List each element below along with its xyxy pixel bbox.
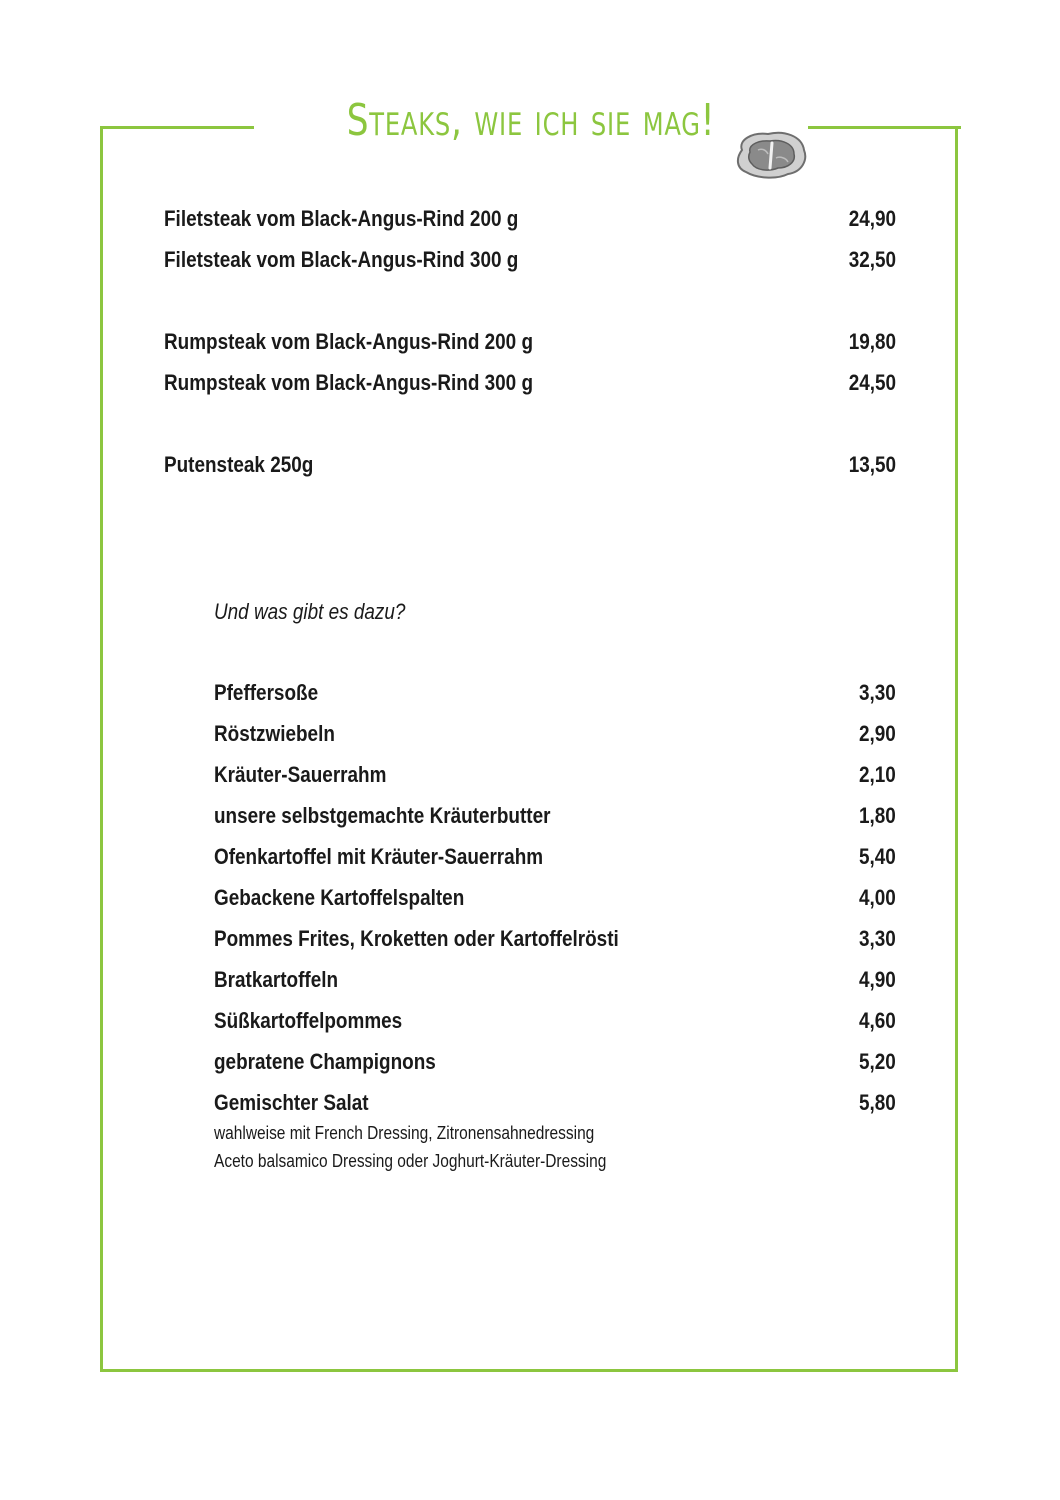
menu-item-filetsteak-200: [164, 203, 896, 235]
menu-item-price: 19,80: [848, 329, 896, 354]
salad-dressing-note: wahlweise mit French Dressing, Zitronensahnedressing: [214, 1123, 595, 1143]
side-item-name: Süßkartoffelpommes: [214, 1008, 403, 1033]
side-item-name: unsere selbstgemachte Kräuterbutter: [214, 803, 551, 828]
sides-heading: Und was gibt es dazu?: [214, 599, 406, 624]
side-item-price: 1,80: [859, 803, 896, 828]
side-item-price: 5,80: [859, 1090, 896, 1115]
side-item-name: Kräuter-Sauerrahm: [214, 762, 387, 787]
side-item-name: Röstzwiebeln: [214, 721, 335, 746]
salad-dressing-note: Aceto balsamico Dressing oder Joghurt-Kräuter-Dressing: [214, 1151, 607, 1171]
side-item: [214, 1046, 896, 1078]
side-item: [214, 841, 896, 873]
side-item: [214, 1005, 896, 1037]
side-item-price: 4,00: [859, 885, 896, 910]
side-item-price: 3,30: [859, 926, 896, 951]
side-item-price: 4,60: [859, 1008, 896, 1033]
side-item-name: Bratkartoffeln: [214, 967, 339, 992]
menu-item-name: Rumpsteak vom Black-Angus-Rind 300 g: [164, 370, 534, 395]
side-item-name: gebratene Champignons: [214, 1049, 436, 1074]
side-item-name: Ofenkartoffel mit Kräuter-Sauerrahm: [214, 844, 544, 869]
menu-item-price: 13,50: [848, 452, 896, 477]
side-item-name: Pfeffersoße: [214, 680, 319, 705]
side-item-price: 5,20: [859, 1049, 896, 1074]
side-item-name: Gebackene Kartoffelspalten: [214, 885, 465, 910]
side-item: [214, 882, 896, 914]
menu-item-price: 24,90: [848, 206, 896, 231]
side-item-price: 4,90: [859, 967, 896, 992]
menu-item-rumpsteak-200: [164, 326, 896, 358]
menu-item-rumpsteak-300: [164, 367, 896, 399]
side-item-price: 3,30: [859, 680, 896, 705]
menu-item-price: 32,50: [848, 247, 896, 272]
side-item: [214, 923, 896, 955]
menu-item-name: Putensteak 250g: [164, 452, 314, 477]
menu-item-name: Filetsteak vom Black-Angus-Rind 300 g: [164, 247, 519, 272]
menu-item-filetsteak-300: [164, 244, 896, 276]
side-item: [214, 759, 896, 791]
menu-item-name: Rumpsteak vom Black-Angus-Rind 200 g: [164, 329, 534, 354]
side-item: [214, 677, 896, 709]
frame-top-right-line: [808, 126, 961, 129]
side-item-price: 5,40: [859, 844, 896, 869]
steak-icon: [732, 128, 810, 182]
side-item: [214, 800, 896, 832]
side-item-salad: [214, 1087, 896, 1119]
side-item-price: 2,10: [859, 762, 896, 787]
menu-item-name: Filetsteak vom Black-Angus-Rind 200 g: [164, 206, 519, 231]
side-item: [214, 964, 896, 996]
side-item-price: 2,90: [859, 721, 896, 746]
page-title: Steaks, wie ich sie mag!: [346, 95, 716, 146]
side-item-name: Gemischter Salat: [214, 1090, 369, 1115]
side-item-name: Pommes Frites, Kroketten oder Kartoffelrösti: [214, 926, 619, 951]
frame-top-left-line: [100, 126, 254, 129]
menu-item-price: 24,50: [848, 370, 896, 395]
side-item: [214, 718, 896, 750]
menu-item-putensteak: [164, 449, 896, 481]
